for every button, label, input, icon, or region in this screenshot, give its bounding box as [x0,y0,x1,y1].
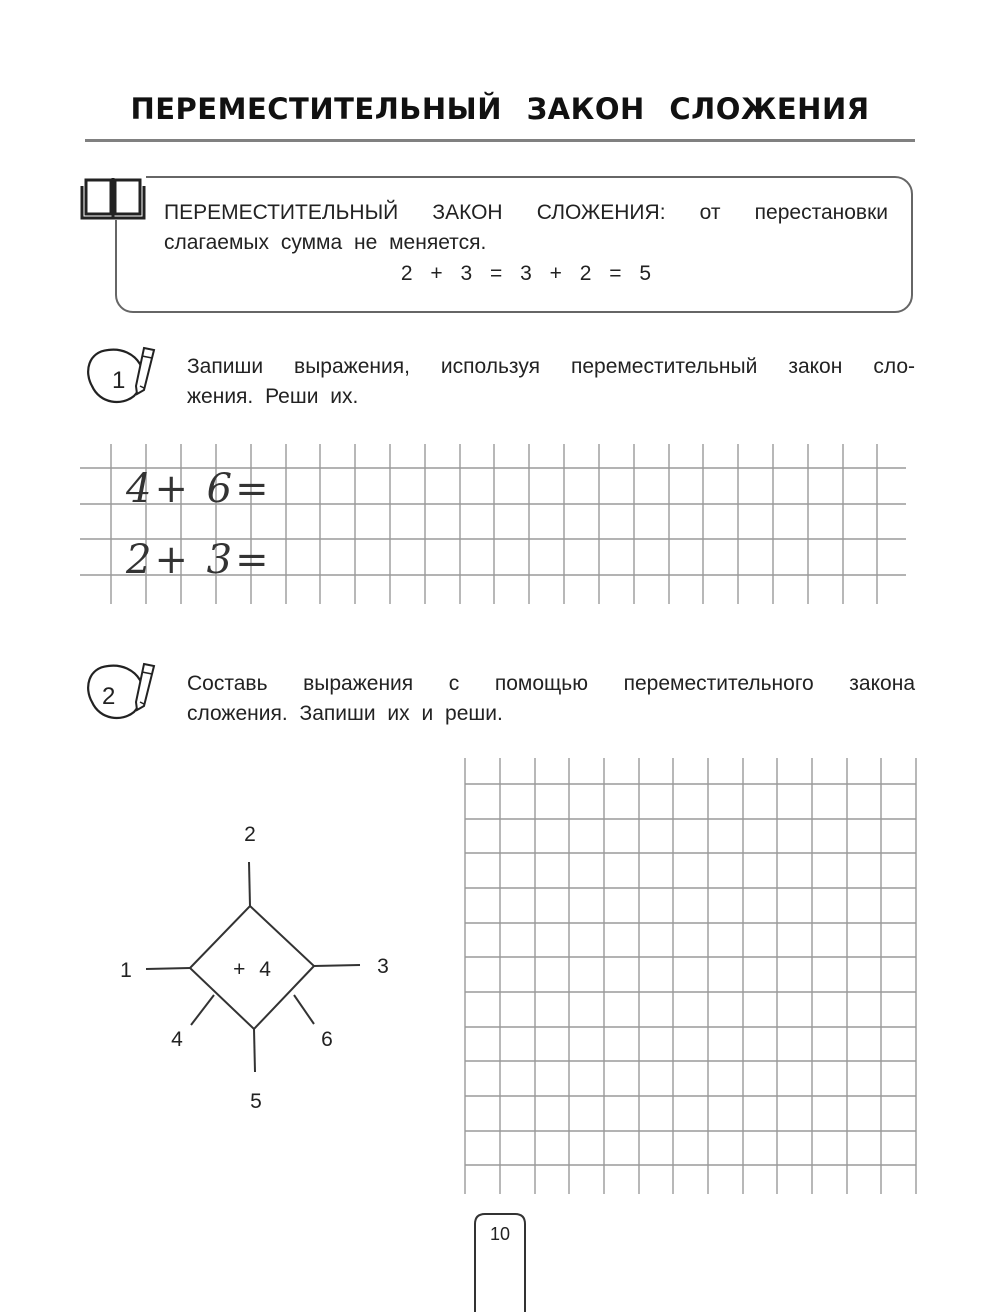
pencil-icon [136,348,154,394]
task-2-line-1: Составь выражения с помощью переместительного закона [187,672,915,695]
diagram-bottom-number: 5 [250,1090,262,1113]
addition-diamond-diagram [100,810,420,1120]
task-2-number: 2 [102,683,116,710]
rule-line-1: ПЕРЕМЕСТИТЕЛЬНЫЙ ЗАКОН СЛОЖЕНИЯ: от перестановки [164,201,888,224]
task-1-expression-1: 4+ 6= [126,466,272,512]
title-underline [85,139,915,142]
diagram-bottom-right-number: 6 [321,1028,333,1051]
rule-line-2: слагаемых сумма не меняется. [164,231,487,254]
task-1-line-1: Запиши выражения, используя переместительный закон сло- [187,355,915,378]
task-2-line-2: сложения. Запиши их и реши. [187,702,503,725]
diagram-right-number: 3 [377,955,389,978]
page-title: ПЕРЕМЕСТИТЕЛЬНЫЙ ЗАКОН СЛОЖЕНИЯ [130,92,870,126]
page-number: 10 [489,1224,511,1244]
task-2-answer-grid[interactable] [462,758,918,1196]
diagram-left-number: 1 [120,959,132,982]
task-1-expression-2: 2+ 3= [126,537,272,583]
pencil-icon [136,664,154,710]
diagram-top-number: 2 [244,823,256,846]
diagram-bottom-left-number: 4 [171,1028,183,1051]
task-1-number: 1 [112,367,126,394]
open-book-icon [80,174,146,220]
diagram-center: + 4 [233,958,271,981]
rule-formula: 2 + 3 = 3 + 2 = 5 [400,262,652,285]
task-1-answer-grid[interactable] [80,440,910,606]
task-2-badge [82,658,162,722]
task-2-text [187,669,915,729]
task-1-text [187,352,915,412]
rule-text [164,198,888,258]
page-number-tab [473,1212,527,1312]
task-1-line-2: жения. Реши их. [187,385,359,408]
task-1-badge [82,342,162,406]
